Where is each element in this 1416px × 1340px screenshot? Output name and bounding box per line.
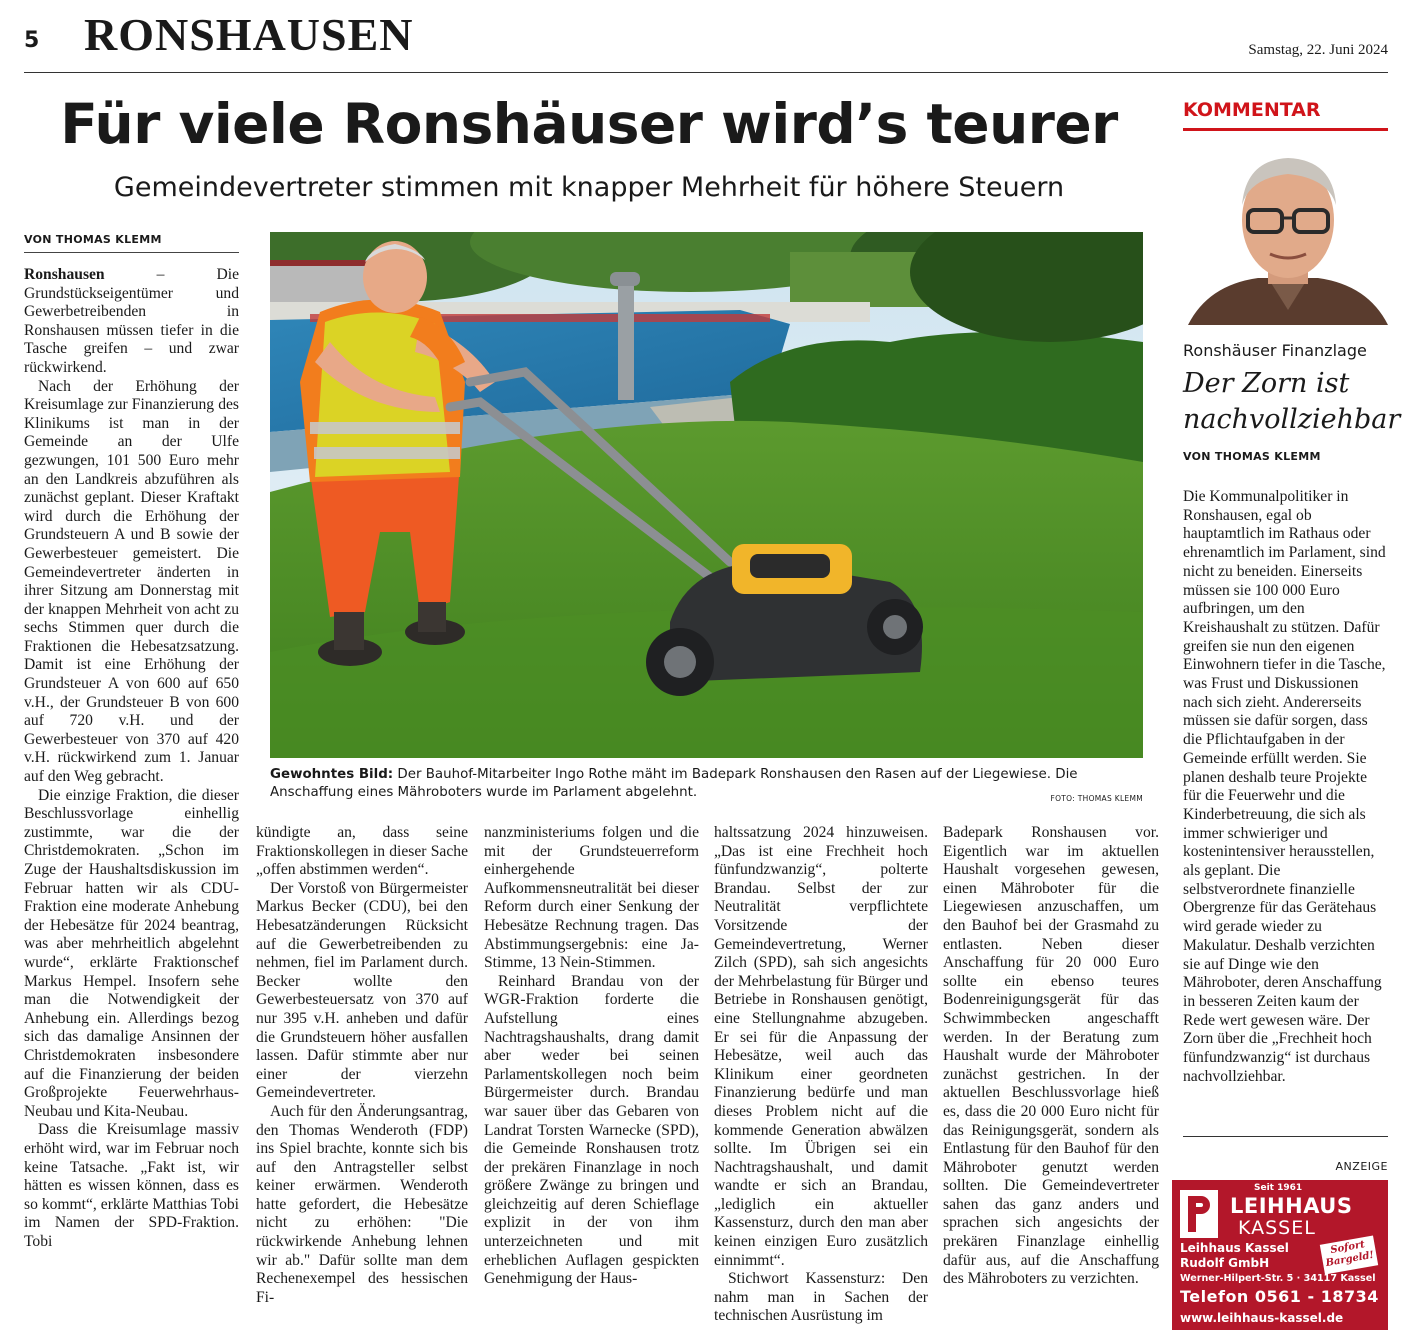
ad-brand-line1: LEIHHAUS bbox=[1230, 1194, 1353, 1218]
header-divider bbox=[24, 72, 1388, 73]
caption-lead: Gewohntes Bild: bbox=[270, 767, 394, 782]
kommentar-byline: VON THOMAS KLEMM bbox=[1183, 450, 1321, 463]
article-column-1 bbox=[24, 266, 239, 1332]
ad-label: ANZEIGE bbox=[1335, 1160, 1388, 1173]
ad-phone[interactable]: Telefon 0561 - 18734 bbox=[1180, 1287, 1379, 1306]
kommentar-title: Der Zorn ist nachvollziehbar bbox=[1183, 368, 1401, 435]
kommentar-divider bbox=[1183, 128, 1388, 131]
leihhaus-advertisement[interactable] bbox=[1172, 1180, 1388, 1330]
paragraph: Badepark Ronshausen vor. Eigentlich war im aktuellen Haushalt vorgesehen gewesen, einen Mähroboter für die Liegewiesen anzuschaffen, um den Bauhof bei der Grasmahd zu entlasten. Neben dieser Anschaffung für 20 000 Euro sollte ein ebenso teures Bodenreinigungsgerät für das Schwimmbecken angeschafft werden. In der Beratung zum Haushalt wurde der Mähroboter zunächst gestrichen. In der aktuellen Beschlussvorlage hieß es, dass die 20 000 Euro nicht für das Reinigungsgerät, sondern als Entlastung für den Bauhof für den Mähroboter genutzt werden sollten. Die Gemeindevertreter sahen das ganz anders und sprachen sich angesichts der prekären Finanzlage einhellig dafür aus, auf die Anschaffung des Mähroboters zu verzichten. bbox=[943, 824, 1159, 1288]
dateline: Ronshausen bbox=[24, 266, 105, 283]
paragraph: nanzministeriums folgen und die mit der Grundsteuerreform einhergehende Aufkommensneutralität bei dieser Reform durch einer Senkung der Hebesätze Rechnung tragen. Das Abstimmungsergebnis: eine Ja-Stimme, 13 Nein-Stimmen. bbox=[484, 824, 699, 972]
paragraph: Auch für den Änderungsantrag, den Thomas Wenderoth (FDP) ins Spiel brachte, konnte sich bis auf den Antragsteller selbst keiner erwärmen. Wenderoth hatte gefordert, die Hebesätze nicht zu erhöhen: "Die rückwirkende Anhebung lehnen wir ab." Dafür sollte man dem Rechenexempel des hessischen Fi- bbox=[256, 1102, 468, 1306]
caption-text: Der Bauhof-Mitarbeiter Ingo Rothe mäht im Badepark Ronshausen den Rasen auf der Liegewiese. Die Anschaffung eines Mähroboters wurde im Parlament abgelehnt. bbox=[270, 767, 1078, 800]
ad-brand-line2: KASSEL bbox=[1238, 1217, 1316, 1239]
paragraph: Der Vorstoß von Bürgermeister Markus Becker (CDU), bei den Hebesatzänderungen Rücksicht auf die Gewerbetreibenden zu nehmen, fiel im Parlament durch. Becker wollte den Gewerbesteuersatz von 370 auf nur 395 v.H. anheben und dafür die Grundsteuern höher ausfallen lassen. Dafür stimmte aber nur einer der vierzehn Gemeindevertreter. bbox=[256, 879, 468, 1102]
ad-company-line1: Leihhaus Kassel bbox=[1180, 1241, 1289, 1255]
lead-paragraph bbox=[24, 266, 239, 378]
paragraph: Stichwort Kassensturz: Den nahm man in Sachen der technischen Ausrüstung im bbox=[714, 1270, 928, 1325]
ad-since: Seit 1961 bbox=[1254, 1183, 1303, 1193]
ad-website-link[interactable]: www.leihhaus-kassel.de bbox=[1180, 1311, 1344, 1325]
article-column-3 bbox=[484, 824, 699, 1332]
paragraph: Die Kommunalpolitiker in Ronshausen, egal ob hauptamtlich im Rathaus oder ehrenamtlich im Parlament, sind nicht zu beneiden. Einerseits müssen sie 100 000 Euro aufbringen, um den Kreishaushalt zu stützen. Dafür greifen sie nun den eigenen Einwohnern tiefer in die Tasche, was Frust und Diskussionen nach sich zieht. Andererseits müssen sie dafür sorgen, dass die Pflichtaufgaben in der Gemeinde erfüllt werden. Sie planen deshalb teure Projekte für die Feuerwehr und die Kinderbetreuung, die sich als immer schwieriger und kostenintensiver herausstellen, als geplant. Die selbstverordnete finanzielle Obergrenze für das Gerätehaus wird gerade wieder zu Makulatur. Deshalb verzichten sie auf Dinge wie den Mähroboter, deren Anschaffung in besseren Zeiten kaum der Rede wert gewesen wäre. Der Zorn über die „Frechheit hoch fünfundzwanzig“ ist durchaus nachvollziehbar. bbox=[1183, 488, 1386, 1085]
issue-date: Samstag, 22. Juni 2024 bbox=[1248, 42, 1388, 58]
paragraph: haltssatzung 2024 hinzuweisen. „Das ist eine Frechheit hoch fünfundzwanzig“, polterte Brandau. Selbst der zur Neutralität verpflichtete Vorsitzende der Gemeindevertretung, Werner Zilch (SPD), sah sich angesichts der Mehrbelastung für Bürger und Betriebe in Ronshausen genötigt, eine Stellungnahme abzugeben. Er sei für die Anpassung der Hebesätze, weil auch das Klinikum einer geordneten Finanzierung bedürfe und man dieses Problem nicht auf die kommende Generation abwälzen sollte. Im Übrigen sei ein Nachtragshaushalt, und damit wandte er sich an Brandau, „lediglich ein aktueller Kassensturz, durch den man aber keinen einzigen Euro zusätzlich einnimmt“. bbox=[714, 824, 928, 1269]
article-subheadline: Gemeindevertreter stimmen mit knapper Mehrheit für höhere Steuern bbox=[113, 172, 1065, 203]
article-column-2 bbox=[256, 824, 468, 1332]
kommentar-bottom-divider bbox=[1183, 1136, 1388, 1137]
ad-company-line2: Rudolf GmbH bbox=[1180, 1256, 1270, 1270]
paragraph: Die einzige Fraktion, die dieser Beschlussvorlage einhellig zustimmte, war die der Christdemokraten. „Schon im Zuge der Haushaltsdiskussion im Februar hatten wir als CDU-Fraktion eine moderate Anhebung der Hebesätze für 2024 beantrag, was aber mehrheitlich abgelehnt wurde“, erklärte Fraktionschef Markus Hempel. Insofern sehe man die Notwendigkeit der Anhebung ein. Allerdings bezog sich das damalige Ansinnen der Christdemokraten insbesondere auf die Finanzierung der beiden Großprojekte Feuerwehrhaus-Neubau und Kita-Neubau. bbox=[24, 786, 239, 1120]
article-photo bbox=[270, 232, 1143, 758]
paragraph: kündigte an, dass seine Fraktionskollegen in dieser Sache „offen abstimmen werden“. bbox=[256, 824, 468, 879]
ad-badge: Sofort Bargeld! bbox=[1320, 1236, 1378, 1275]
paragraph: – Die Grundstückseigentümer und Gewerbetreibenden in Ronshausen müssen tiefer in die Tasche greifen – und zwar rückwirkend. bbox=[24, 266, 239, 376]
article-column-5 bbox=[943, 824, 1159, 1332]
section-title: RONSHAUSEN bbox=[84, 9, 414, 60]
paragraph: Dass die Kreisumlage massiv erhöht wird, war im Februar noch keine Tatsache. „Fakt ist, wir hätten es wissen können, dass es so kommt“, erklärte Matthias Tobi im Namen der SPD-Fraktion. Tobi bbox=[24, 1121, 239, 1250]
article-byline: VON THOMAS KLEMM bbox=[24, 233, 162, 246]
photo-caption bbox=[270, 766, 1143, 802]
article-headline: Für viele Ronshäuser wird’s teurer bbox=[60, 92, 1118, 156]
kommentar-text bbox=[1183, 488, 1386, 1087]
paragraph: Nach der Erhöhung der Kreisumlage zur Finanzierung des Klinikums ist man in der Gemeinde an der Ulfe gezwungen, 101 500 Euro mehr an den Landkreis abzuführen als zunächst geplant. Dieser Kraftakt wird durch die Erhöhung der Grundsteuern A und B sowie der Gewerbesteuer gemeistert. Die Gemeindevertreter änderten in ihrer Sitzung am Donnerstag mit der knappen Mehrheit von acht zu sechs Stimmen quer durch die Fraktionen die Hebesatzsatzung. Damit ist eine Erhöhung der Grundsteuer A von 600 auf 650 v.H., der Grundsteuer B von 600 auf 720 v.H. und der Gewerbesteuer von 370 auf 420 v.H. rückwirkend zum 1. Januar auf den Weg gebracht. bbox=[24, 377, 239, 786]
photo-credit: FOTO: THOMAS KLEMM bbox=[1050, 794, 1143, 803]
kommentar-topic: Ronshäuser Finanzlage bbox=[1183, 341, 1367, 360]
byline-divider bbox=[24, 252, 239, 253]
kommentar-label: KOMMENTAR bbox=[1183, 99, 1321, 121]
paragraph: Reinhard Brandau von der WGR-Fraktion forderte die Aufstellung eines Nachtragshaushalts, drang damit aber weder bei seinen Parlamentskollegen noch beim Bürgermeister durch. Brandau war sauer über das Gebaren von Landrat Torsten Warnecke (SPD), die Gemeinde Ronshausen trotz der prekären Finanzlage in noch größere Zwänge zu bringen und gleichzeitig auf deren Schieflage explizit in der von ihm unterzeichneten und mit erheblichen Auflagen gespickten Genehmigung der Haus- bbox=[484, 972, 699, 1288]
pfandkredit-logo-icon bbox=[1180, 1190, 1218, 1238]
article-column-4 bbox=[714, 824, 928, 1332]
page-number: 5 bbox=[24, 28, 40, 53]
author-portrait bbox=[1188, 150, 1388, 325]
ad-address: Werner-Hilpert-Str. 5 · 34117 Kassel bbox=[1180, 1273, 1376, 1284]
